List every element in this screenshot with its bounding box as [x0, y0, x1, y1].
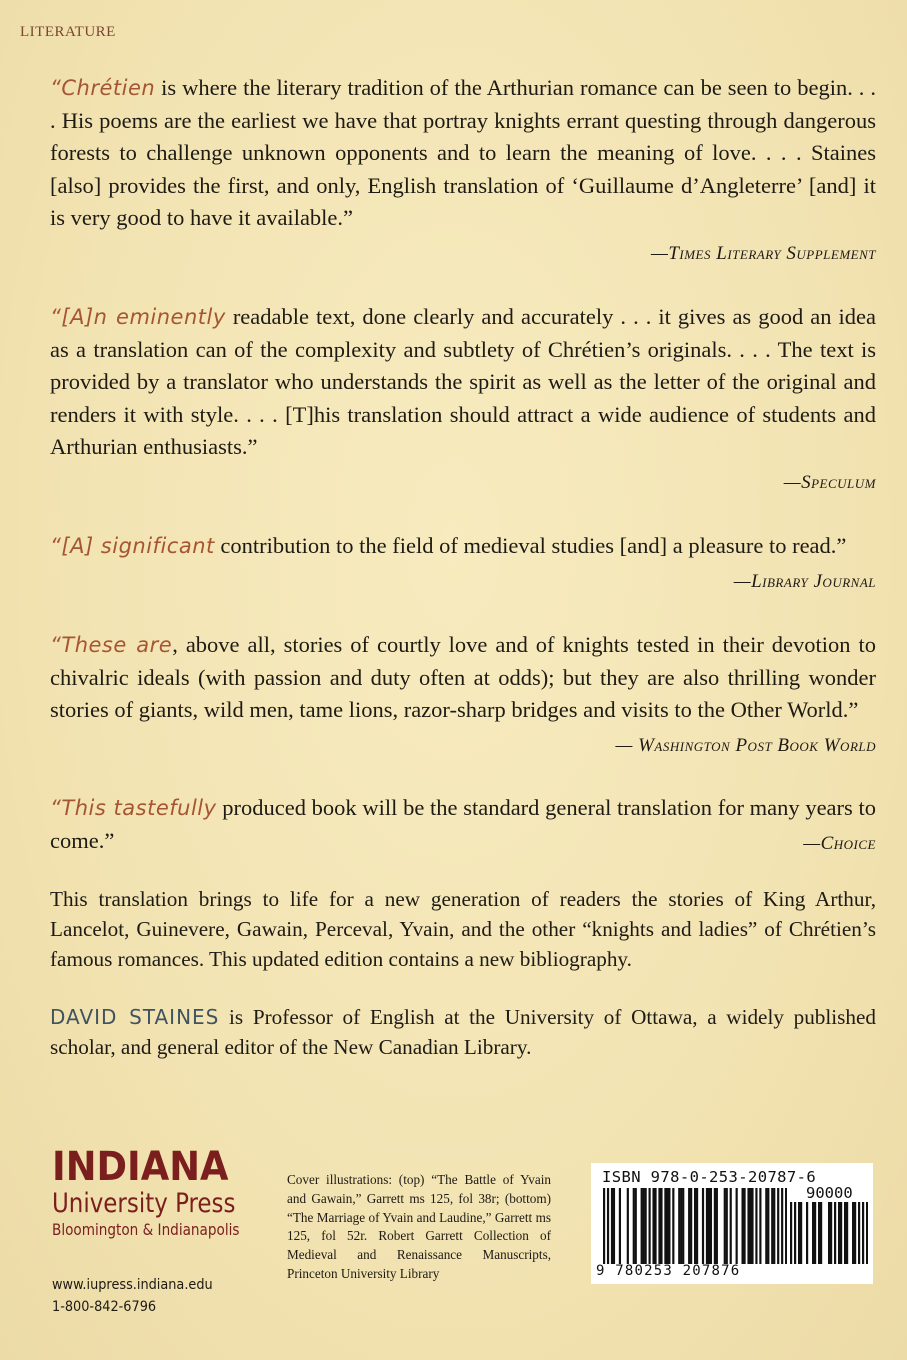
price-code: 90000 — [806, 1184, 853, 1202]
barcode-bar — [852, 1202, 854, 1264]
barcode-bar — [751, 1188, 753, 1264]
review-quote — [50, 530, 876, 600]
barcode-bar — [654, 1188, 656, 1264]
quote-source: —Times Literary Supplement — [650, 243, 876, 264]
barcode-bar — [830, 1202, 832, 1264]
barcode-bar — [633, 1188, 635, 1264]
cover-credits: Cover illustrations: (top) “The Battle of Yvain and Gawain,” Garrett ms 125, fol 38r; (bottom) “The Marriage of Yvain and Laudine,” Garrett ms 125, fol 52r. Robert Garrett Collection of Medieval and Renaissance Manuscripts, Princeton University Library — [287, 1172, 551, 1281]
barcode-bar — [619, 1188, 621, 1264]
barcode-bar — [747, 1188, 749, 1264]
barcode-bar — [649, 1188, 651, 1264]
barcode-bar — [730, 1188, 732, 1264]
barcode-bar — [785, 1188, 787, 1264]
barcode-bar — [777, 1188, 779, 1264]
barcode-bar — [641, 1188, 643, 1264]
barcode-bar — [603, 1188, 605, 1264]
barcode-bar — [736, 1188, 738, 1264]
quote-source: —Choice — [803, 833, 876, 854]
barcode-bar — [818, 1202, 820, 1264]
quote-lead: “This tastefully — [50, 796, 217, 820]
quote-text: contribution to the field of medieval studies [and] a pleasure to read.” — [214, 533, 847, 558]
barcode-bar — [706, 1188, 708, 1264]
author-name: DAVID STAINES — [50, 1005, 220, 1029]
barcode-bar — [820, 1202, 822, 1264]
barcode-bar — [696, 1188, 698, 1264]
barcode-bar — [710, 1188, 712, 1264]
description-text: This translation brings to life for a new generation of readers the stories of King Arthur, Lancelot, Guinevere, Gawain, Perceval, Yvain, and the other “knights and ladies” of Chrétien’s famous romances. This updated edition contains a new bibliography. — [50, 887, 876, 971]
barcode-bar — [678, 1188, 680, 1264]
category-label: LITERATURE — [20, 24, 116, 40]
quote-text: is where the literary tradition of the Arthurian romance can be seen to begin. . . . His poems are the earliest we have that portray knights errant questing through dangerous forests to challenge unknown opponents and to learn the meaning of love. . . . Staines [also] provides the first, and only, English translation of ‘Guillaume d’Angleterre’ [and] it is very good to have it available.” — [50, 75, 876, 230]
barcode-bar — [767, 1188, 769, 1264]
barcode-bar — [666, 1188, 668, 1264]
barcode-bar — [607, 1188, 609, 1264]
barcode-bar — [773, 1188, 775, 1264]
barcode-bar — [668, 1188, 670, 1264]
barcode-bar — [613, 1188, 615, 1264]
barcode-bar — [743, 1188, 745, 1264]
review-quote — [50, 792, 876, 862]
quote-source: —Library Journal — [733, 571, 876, 592]
barcode-bar — [627, 1188, 629, 1264]
barcode-bar — [781, 1188, 783, 1264]
ean-digits: 9 780253 207876 — [596, 1263, 741, 1279]
barcode-bar — [862, 1202, 864, 1264]
barcode-bar — [645, 1188, 647, 1264]
publisher-phone: 1-800-842-6796 — [52, 1299, 157, 1315]
barcode-bar — [844, 1202, 846, 1264]
barcode-bar — [660, 1188, 662, 1264]
barcode-bar — [806, 1202, 808, 1264]
quote-lead: “[A]n eminently — [50, 305, 226, 329]
barcode-bar — [765, 1188, 767, 1264]
barcode-bar — [812, 1202, 814, 1264]
barcode-bar — [866, 1202, 868, 1264]
barcode-bar — [680, 1188, 682, 1264]
quote-text: , above all, stories of courtly love and of knights tested in their devotion to chivalric ideals (with passion and duty often at odds); but they are also thrilling wonder stories of giants, wild men, tame lions, razor-sharp bridges and visits to the Other World.” — [50, 632, 876, 722]
barcode-bar — [794, 1202, 796, 1264]
barcode-bar — [858, 1202, 860, 1264]
barcode-bar — [854, 1202, 856, 1264]
review-quote — [50, 72, 876, 272]
ean-barcode — [603, 1188, 787, 1264]
barcode-bar — [846, 1202, 848, 1264]
barcode-bar — [652, 1188, 654, 1264]
barcode-bar — [814, 1202, 816, 1264]
isbn-label: ISBN 978-0-253-20787-6 — [602, 1168, 817, 1186]
publisher-contact — [52, 1274, 213, 1318]
barcode-bar — [702, 1188, 704, 1264]
book-description — [50, 884, 876, 974]
barcode-bar — [749, 1188, 751, 1264]
barcode-bar — [726, 1188, 728, 1264]
quote-lead: “These are — [50, 633, 173, 657]
barcode-bar — [759, 1188, 761, 1264]
barcode-bar — [755, 1188, 757, 1264]
barcode-bar — [635, 1188, 637, 1264]
barcode-bar — [798, 1202, 800, 1264]
barcode-bar — [694, 1188, 696, 1264]
review-quote — [50, 301, 876, 501]
quote-lead: “[A] significant — [50, 534, 215, 558]
quote-text: readable text, done clearly and accurately . . . it gives as good an idea as a translation can of the complexity and subtlety of Chrétien’s originals. . . . The text is provided by a translator who understands the spirit as well as the letter of the original and renders it with style. . . . [T]his translation should attract a wide audience of students and Arthurian enthusiasts.” — [50, 304, 876, 459]
barcode-bar — [708, 1188, 710, 1264]
quote-source: — Washington Post Book World — [615, 735, 876, 756]
barcode-bar — [834, 1202, 836, 1264]
quote-text: produced book will be the standard general translation for many years to come.” — [50, 795, 876, 853]
barcode-bar — [664, 1188, 666, 1264]
barcode-bar — [672, 1188, 674, 1264]
publisher-city: Bloomington & Indianapolis — [52, 1220, 240, 1239]
barcode-bar — [724, 1188, 726, 1264]
review-quote — [50, 629, 876, 759]
barcode-bar — [790, 1202, 792, 1264]
barcode-bar — [688, 1188, 690, 1264]
barcode-bar — [838, 1202, 840, 1264]
author-bio-text: is Professor of English at the University of Ottawa, a widely published scholar, and general editor of the New Canadian Library. — [50, 1005, 876, 1059]
barcode-bar — [840, 1202, 842, 1264]
author-bio — [50, 1002, 876, 1062]
barcode-bar — [771, 1188, 773, 1264]
publisher-website: www.iupress.indiana.edu — [52, 1277, 213, 1293]
publisher-sub: University Press — [52, 1188, 236, 1219]
publisher-logo — [52, 1146, 273, 1241]
quote-lead: “Chrétien — [50, 76, 156, 100]
barcode-bar — [682, 1188, 684, 1264]
publisher-name: INDIANA — [52, 1144, 229, 1190]
barcode-bar — [800, 1202, 802, 1264]
barcode-bar — [643, 1188, 645, 1264]
quote-source: —Speculum — [783, 472, 876, 493]
barcode-bar — [828, 1202, 830, 1264]
barcode-bar — [714, 1188, 716, 1264]
barcode-bar — [658, 1188, 660, 1264]
barcode-bar — [611, 1188, 613, 1264]
barcode-bar — [741, 1188, 743, 1264]
price-barcode — [790, 1202, 868, 1264]
barcode-bar — [690, 1188, 692, 1264]
barcode-bar — [716, 1188, 718, 1264]
